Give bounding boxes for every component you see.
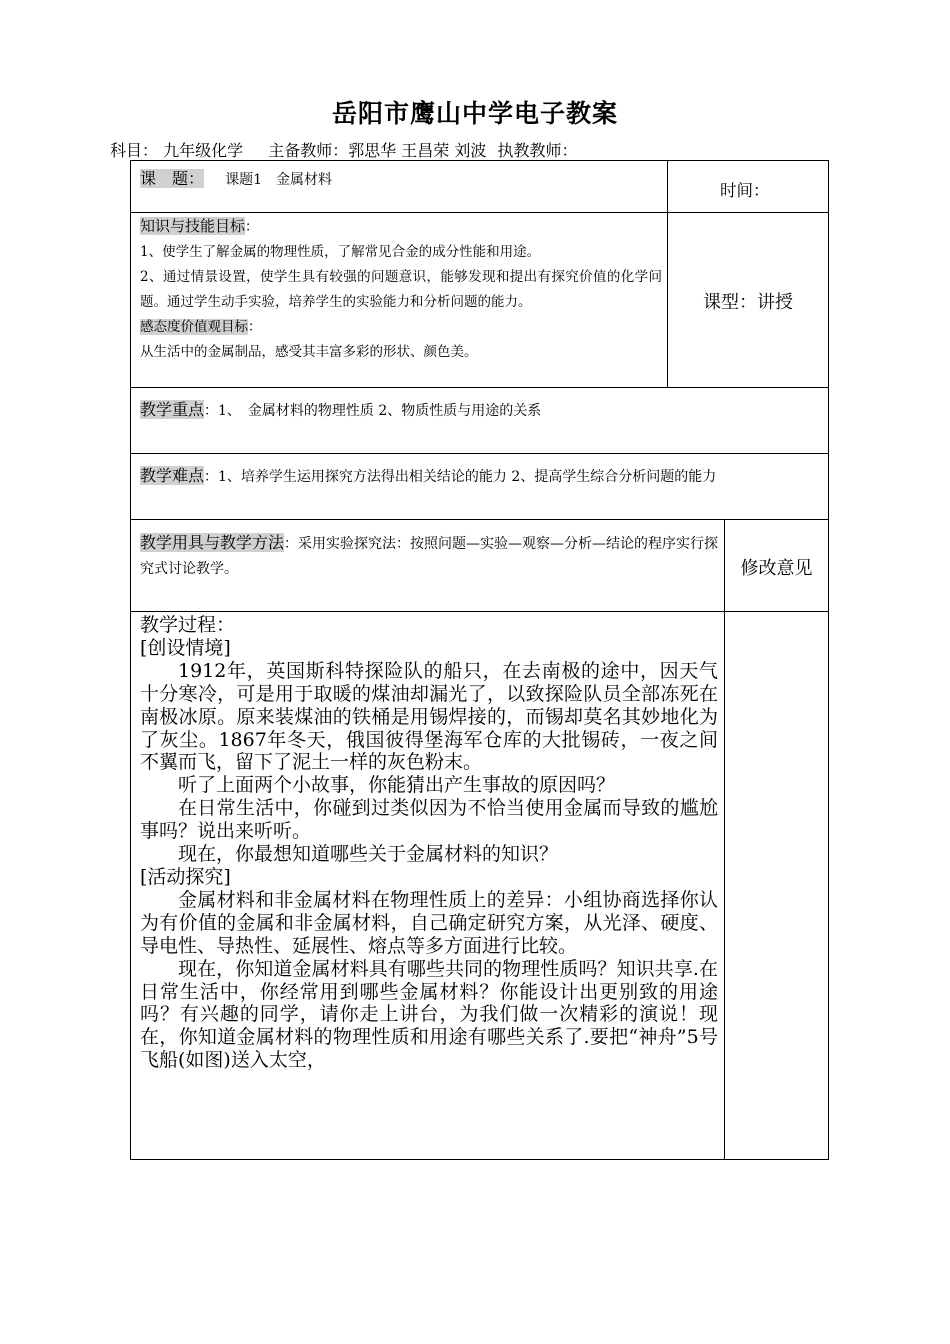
topic-value: 课题1 金属材料 [225,172,333,188]
page-title: 岳阳市鹰山中学电子教案 [331,99,618,128]
topic-label: 课 题： [140,169,205,188]
process-heading: 教学过程： [140,614,236,636]
key-points-cell [140,397,541,420]
process-section [140,614,718,1072]
objective-heading-1: 知识与技能目标 [140,217,246,235]
difficulties-label: 教学难点 [140,466,205,485]
objectives-cell [140,214,662,365]
subject-text: 科目： 九年级化学 [110,141,244,160]
section-label-scenario: [创设情境] [140,636,231,659]
objective-heading-2-suffix: ： [248,319,262,335]
process-paragraph: 现在，你最想知道哪些关于金属材料的知识？ [178,843,559,866]
process-paragraph: 在日常生活中，你碰到过类似因为不恰当使用金属而导致的尴尬事吗？说出来听听。 [140,797,718,843]
revision-label: 修改意见 [740,558,813,579]
process-paragraph: 现在，你知道金属材料具有哪些共同的物理性质吗？知识共享.在日常生活中，你经常用到哪些金属材料？你能设计出更别致的用途吗？有兴趣的同学，请你走上讲台，为我们做一次精彩的演说！现在，你知道金属材料的物理性质和用途有哪些关系了.要把“神舟”5号飞船(如图)送入太空， [140,957,718,1072]
key-points-label: 教学重点 [140,400,205,419]
section-label-activity: [活动探究] [140,865,231,888]
teachers-text: 主备教师：郛思华 王昌荣 刘波 [268,141,487,160]
process-paragraph: 金属材料和非金属材料在物理性质上的差异：小组协商选择你认为有价值的金属和非金属材料，自己确定研究方案，从光泽、硬度、导电性、导热性、延展性、熔点等多方面进行比较。 [140,888,718,957]
objective-text-3: 从生活中的金属制品，感受其丰富多彩的形状、颜色美。 [140,344,478,360]
methods-label: 教学用具与教学方法 [140,533,285,552]
process-paragraph: 1912年，英国斯科特探险队的船只，在去南极的途中，因天气十分寒冷，可是用于取暖的煤油却漏光了，以致探险队员全部冻死在南极冰原。原来装煤油的铁桶是用锡焊接的，而锡却莫名其妙地化为了灰尘。1867年冬天，俄国彼得堡海军仓库的大批锡砖，一夜之间不翼而飞，留下了泥土一样的灰色粉末。 [140,659,718,774]
objective-heading-2: 感态度价值观目标 [140,319,248,335]
meta-line [110,138,583,161]
objective-text-2: 2、通过情景设置，使学生具有较强的问题意识，能够发现和提出有探究价值的化学问题。通过学生动手实验，培养学生的实验能力和分析问题的能力。 [140,269,662,310]
time-label: 时间： [720,181,770,200]
methods-text: ：采用实验探究法：按照问题—实验—观察—分析—结论的程序实行探究式讨论教学。 [140,536,719,577]
process-paragraph: 听了上面两个小故事，你能猜出产生事故的原因吗？ [178,774,616,797]
exec-teacher-text: 执教教师： [497,141,578,160]
topic-cell [140,166,332,189]
key-points-text: ：1、 金属材料的物理性质 2、物质性质与用途的关系 [204,403,542,419]
objective-heading-1-suffix: ： [245,219,259,235]
lesson-type: 课型：讲授 [703,292,793,313]
objective-text-1: 1、使学生了解金属的物理性质，了解常见合金的成分性能和用途。 [140,244,541,260]
difficulties-cell [140,463,716,486]
methods-cell [140,530,718,582]
difficulties-text: ：1、培养学生运用探究方法得出相关结论的能力 2、提高学生综合分析问题的能力 [204,469,717,485]
